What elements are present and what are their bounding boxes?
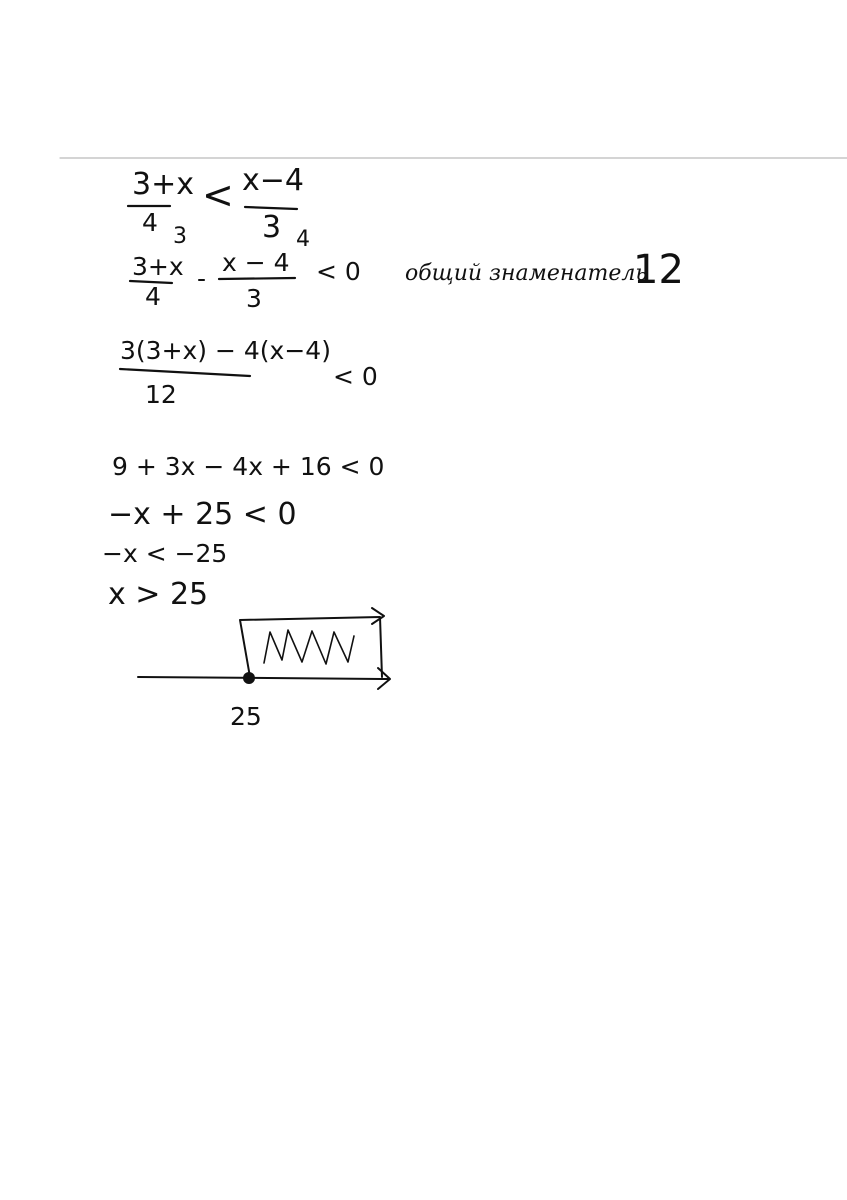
- number-line-axis: [138, 677, 388, 679]
- line-expanded: 9 + 3x − 4x + 16 < 0: [112, 452, 385, 481]
- step2-denominator-a: 4: [145, 282, 161, 311]
- fraction-bar-1b: [245, 207, 297, 209]
- step1-numerator-left: 3+x: [132, 167, 194, 202]
- step2-minus: -: [197, 264, 207, 293]
- step1-denominator-left: 4: [142, 208, 158, 237]
- solution-box-arrowhead: [372, 608, 384, 624]
- step1-less-than: <: [202, 173, 234, 217]
- common-denominator-note: общий знаменатель: [405, 261, 648, 286]
- step3-rhs: < 0: [333, 362, 378, 391]
- solution-box: [240, 617, 382, 677]
- multiplier-right: 4: [296, 227, 310, 252]
- step2-numerator-b: x − 4: [222, 248, 290, 277]
- step1-denominator-right: 3: [262, 210, 282, 245]
- line-simplified: −x + 25 < 0: [108, 497, 297, 532]
- step2-rhs: < 0: [316, 257, 361, 286]
- line-answer: x > 25: [108, 577, 209, 612]
- step2-numerator-a: 3+x: [132, 252, 184, 281]
- number-line-point: [243, 672, 255, 684]
- common-denominator-value: 12: [633, 247, 684, 293]
- fraction-bar-2b: [219, 278, 295, 279]
- step2-denominator-b: 3: [246, 284, 262, 313]
- step3-denominator: 12: [145, 380, 177, 409]
- number-line-label: 25: [230, 702, 262, 731]
- step1-numerator-right: x−4: [242, 163, 304, 198]
- fraction-bar-3: [120, 369, 250, 376]
- multiplier-left: 3: [173, 224, 187, 249]
- line-isolated: −x < −25: [102, 539, 228, 568]
- solution-hatching: [264, 630, 354, 664]
- step3-numerator: 3(3+x) − 4(x−4): [120, 336, 331, 365]
